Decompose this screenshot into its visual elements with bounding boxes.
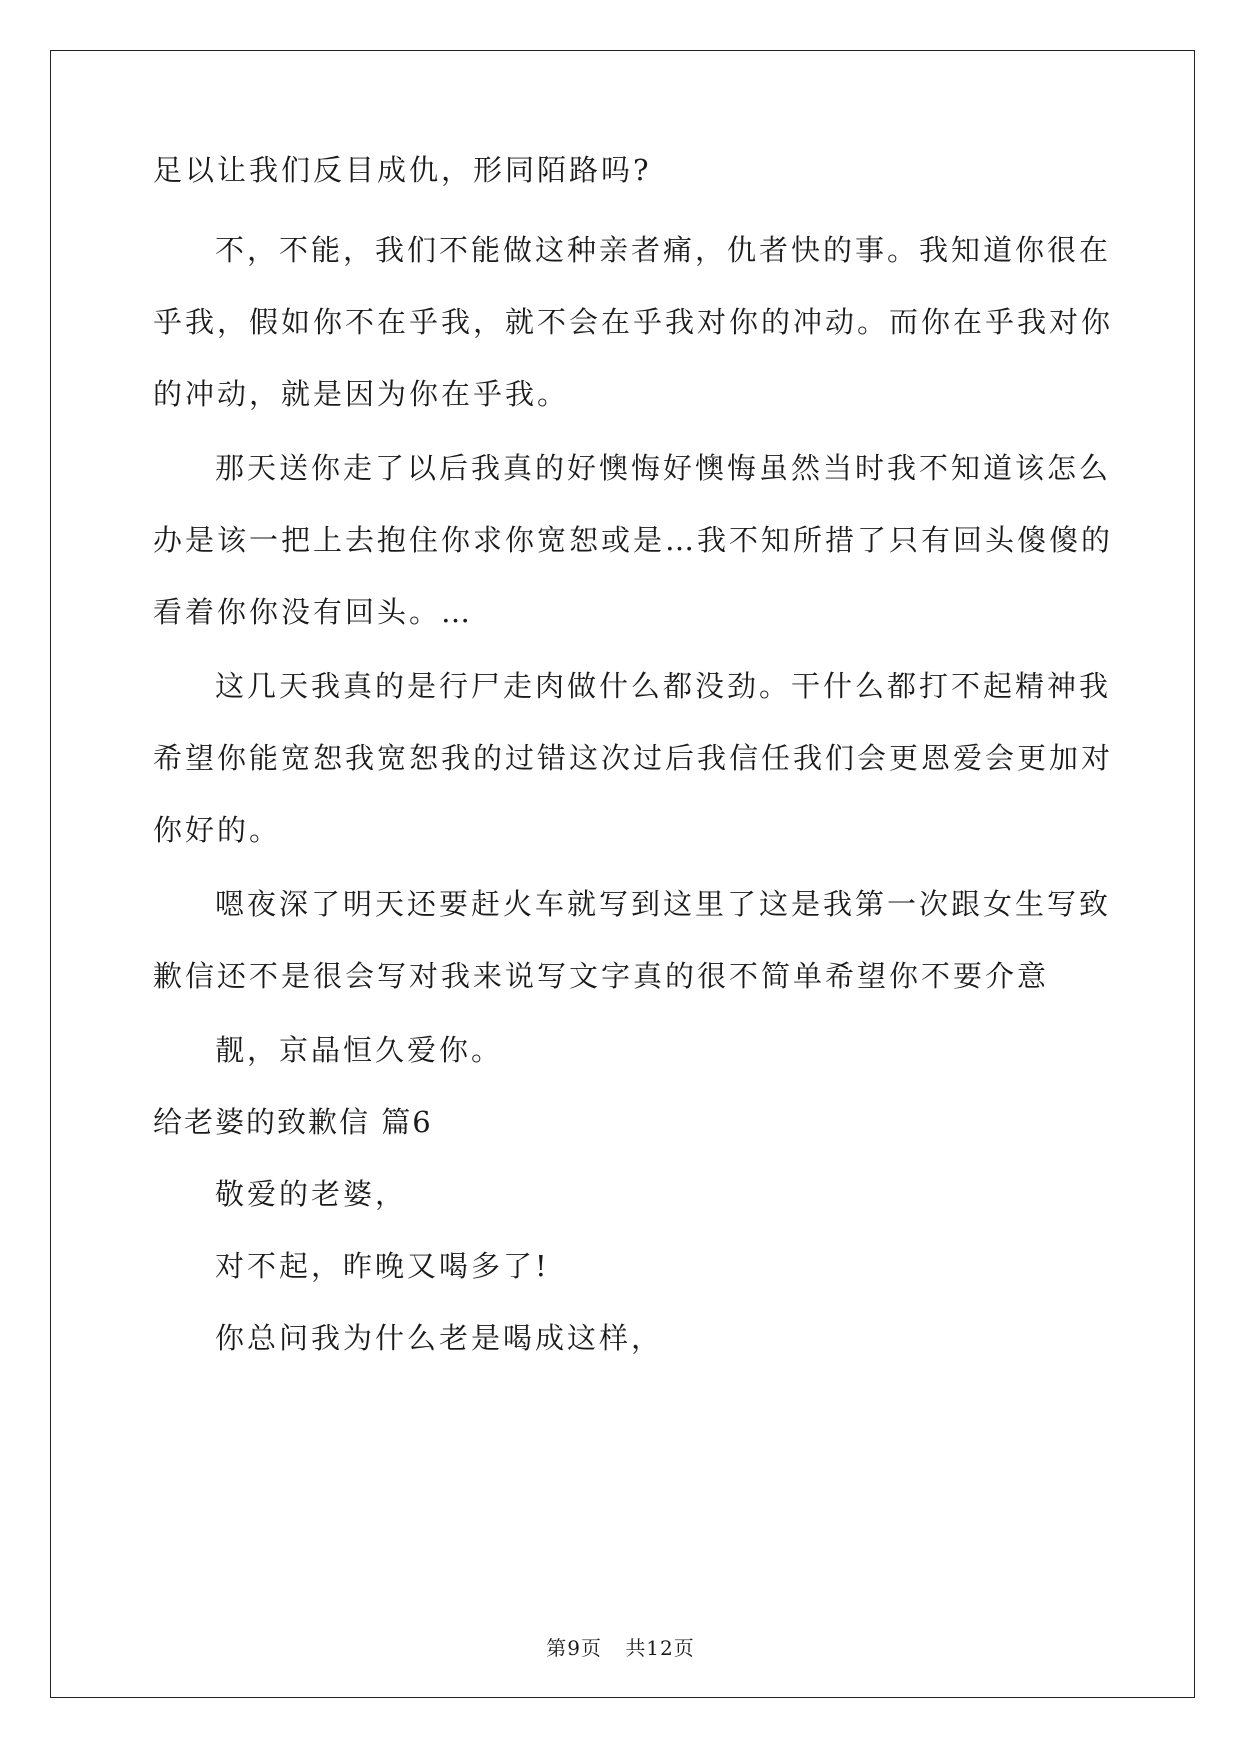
paragraph-line: 乎我，假如你不在乎我，就不会在乎我对你的冲动。而你在乎我对你 (153, 305, 1114, 339)
page-total: 共12页 (625, 1636, 695, 1660)
paragraph-line: 你总问我为什么老是喝成这样， (215, 1321, 664, 1355)
paragraph-line: 对不起，昨晚又喝多了! (215, 1249, 550, 1283)
paragraph-line: 歉信还不是很会写对我来说写文字真的很不简单希望你不要介意 (153, 959, 1050, 993)
paragraph-line: 嗯夜深了明天还要赶火车就写到这里了这是我第一次跟女生写致 (215, 887, 1112, 921)
page-number: 第9页 (546, 1636, 602, 1660)
page-border (50, 50, 1195, 1698)
paragraph-line: 办是该一把上去抱住你求你宽恕或是…我不知所措了只有回头傻傻的 (153, 523, 1114, 557)
paragraph-line: 看着你你没有回头。… (153, 595, 474, 629)
paragraph-line: 靓，京晶恒久爱你。 (215, 1033, 504, 1067)
paragraph-line: 足以让我们反目成仇，形同陌路吗? (153, 153, 652, 187)
paragraph-line: 的冲动，就是因为你在乎我。 (153, 377, 570, 411)
paragraph-line: 这几天我真的是行尸走肉做什么都没劲。干什么都打不起精神我 (215, 669, 1112, 703)
section-heading: 给老婆的致歉信 篇6 (153, 1105, 433, 1139)
page-footer (0, 1634, 1241, 1662)
paragraph-line: 不，不能，我们不能做这种亲者痛，仇者快的事。我知道你很在 (215, 233, 1112, 267)
paragraph-line: 希望你能宽恕我宽恕我的过错这次过后我信任我们会更恩爱会更加对 (153, 741, 1114, 775)
paragraph-line: 敬爱的老婆， (215, 1177, 408, 1211)
paragraph-line: 那天送你走了以后我真的好懊悔好懊悔虽然当时我不知道该怎么 (215, 451, 1112, 485)
paragraph-line: 你好的。 (153, 813, 282, 847)
